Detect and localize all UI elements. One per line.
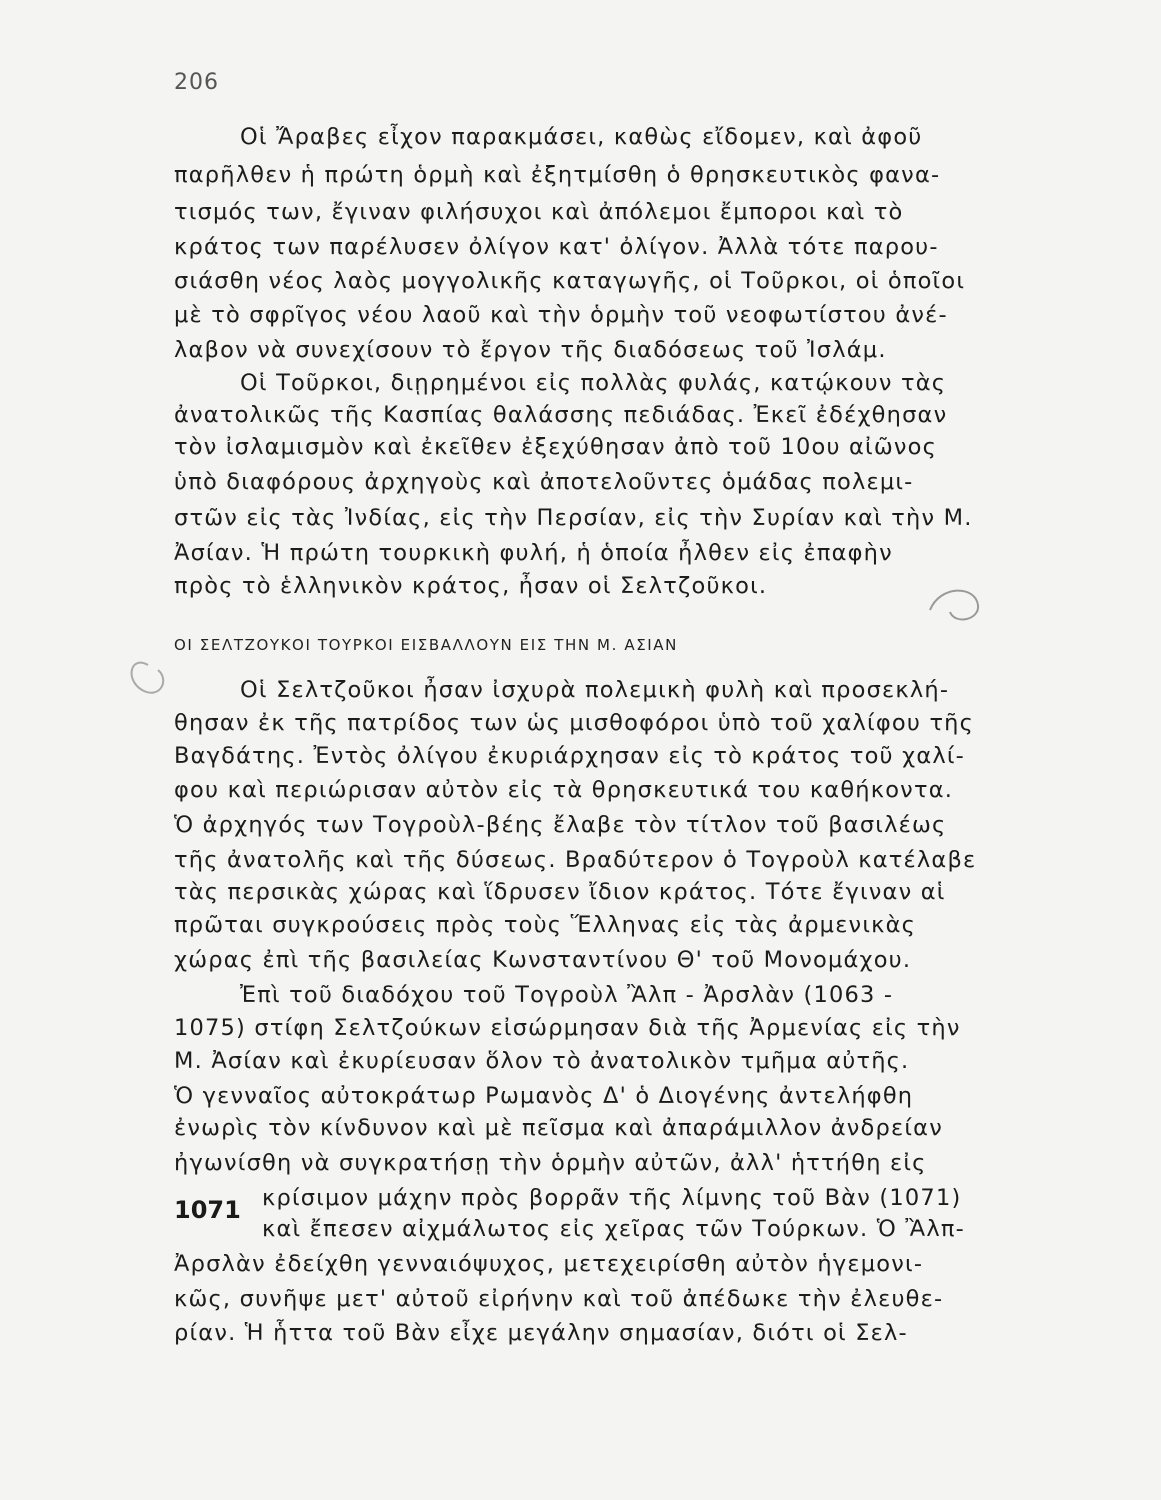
text-line: τὸν ἰσλαμισμὸν καὶ ἐκεῖθεν ἐξεχύθησαν ἀπὸ τοῦ 10ου αἰῶνος xyxy=(174,434,938,460)
text-line: στῶν εἰς τὰς Ἰνδίας, εἰς τὴν Περσίαν, εἰς τὴν Συρίαν καὶ τὴν Μ. xyxy=(174,505,973,531)
margin-year-note: 1071 xyxy=(174,1196,241,1224)
text-line: σιάσθη νέος λαὸς μογγολικῆς καταγωγῆς, οἱ Τοῦρκοι, οἱ ὁποῖοι xyxy=(174,268,966,294)
page-number: 206 xyxy=(174,70,219,95)
text-line: Οἱ Σελτζοῦκοι ἦσαν ἰσχυρὰ πολεμικὴ φυλὴ καὶ προσεκλή- xyxy=(240,677,950,703)
text-line: πρὸς τὸ ἑλληνικὸν κράτος, ἦσαν οἱ Σελτζοῦκοι. xyxy=(174,573,768,599)
text-line: κρίσιμον μάχην πρὸς βορρᾶν τῆς λίμνης τοῦ Βὰν (1071) xyxy=(262,1185,962,1211)
text-line: παρῆλθεν ἡ πρώτη ὁρμὴ καὶ ἐξητμίσθη ὁ θρησκευτικὸς φανα- xyxy=(174,162,941,188)
text-line: τισμός των, ἔγιναν φιλήσυχοι καὶ ἀπόλεμοι ἔμποροι καὶ τὸ xyxy=(174,199,904,225)
text-line: τῆς ἀνατολῆς καὶ τῆς δύσεως. Βραδύτερον ὁ Τογροὺλ κατέλαβε xyxy=(174,847,977,873)
text-line: ὑπὸ διαφόρους ἀρχηγοὺς καὶ ἀποτελοῦντες ὁμάδας πολεμι- xyxy=(174,469,914,495)
text-line: Ὁ ἀρχηγός των Τογροὺλ-βέης ἔλαβε τὸν τίτλον τοῦ βασιλέως xyxy=(174,812,947,838)
text-line: Μ. Ἀσίαν καὶ ἐκυρίευσαν ὅλον τὸ ἀνατολικὸν τμῆμα αὐτῆς. xyxy=(174,1048,910,1074)
text-line: Οἱ Ἄραβες εἶχον παρακμάσει, καθὼς εἴδομεν, καὶ ἀφοῦ xyxy=(240,124,923,150)
text-line: ἐνωρὶς τὸν κίνδυνον καὶ μὲ πεῖσμα καὶ ἀπαράμιλλον ἀνδρείαν xyxy=(174,1115,943,1141)
text-line: φου καὶ περιώρισαν αὐτὸν εἰς τὰ θρησκευτικά του καθήκοντα. xyxy=(174,777,954,803)
text-line: μὲ τὸ σφρῖγος νέου λαοῦ καὶ τὴν ὁρμὴν τοῦ νεοφωτίστου ἀνέ- xyxy=(174,302,948,328)
section-heading: ΟΙ ΣΕΛΤΖΟΥΚΟΙ ΤΟΥΡΚΟΙ ΕΙΣΒΑΛΛΟΥΝ ΕΙΣ ΤΗΝ Μ. ΑΣΙΑΝ xyxy=(174,636,678,654)
text-line: τὰς περσικὰς χώρας καὶ ἵδρυσεν ἴδιον κράτος. Τότε ἔγιναν αἱ xyxy=(174,879,946,905)
text-line: Οἱ Τοῦρκοι, διῃρημένοι εἰς πολλὰς φυλάς, κατῴκουν τὰς xyxy=(240,370,947,396)
text-line: ἀνατολικῶς τῆς Κασπίας θαλάσσης πεδιάδας. Ἐκεῖ ἐδέχθησαν xyxy=(174,402,948,428)
text-line: θησαν ἐκ τῆς πατρίδος των ὡς μισθοφόροι ὑπὸ τοῦ χαλίφου τῆς xyxy=(174,710,975,736)
text-line: Ἀρσλὰν ἐδείχθη γενναιόψυχος, μετεχειρίσθη αὐτὸν ἡγεμονι- xyxy=(174,1251,924,1277)
text-line: 1075) στίφη Σελτζούκων εἰσώρμησαν διὰ τῆς Ἀρμενίας εἰς τὴν xyxy=(174,1015,961,1041)
text-line: λαβον νὰ συνεχίσουν τὸ ἔργον τῆς διαδόσεως τοῦ Ἰσλάμ. xyxy=(174,337,887,363)
text-line: Ἀσίαν. Ἡ πρώτη τουρκικὴ φυλή, ἡ ὁποία ἦλθεν εἰς ἐπαφὴν xyxy=(174,540,893,566)
text-line: Βαγδάτης. Ἐντὸς ὀλίγου ἐκυριάρχησαν εἰς τὸ κράτος τοῦ χαλί- xyxy=(174,743,965,769)
text-line: Ἐπὶ τοῦ διαδόχου τοῦ Τογροὺλ Ἂλπ - Ἀρσλὰν (1063 - xyxy=(240,982,894,1008)
text-line: ἠγωνίσθη νὰ συγκρατήσῃ τὴν ὁρμὴν αὐτῶν, ἀλλ' ἡττήθη εἰς xyxy=(174,1150,927,1176)
text-line: πρῶται συγκρούσεις πρὸς τοὺς Ἕλληνας εἰς τὰς ἀρμενικὰς xyxy=(174,912,917,938)
text-line: κράτος των παρέλυσεν ὀλίγον κατ' ὀλίγον. Ἀλλὰ τότε παρου- xyxy=(174,234,939,260)
text-line: χώρας ἐπὶ τῆς βασιλείας Κωνσταντίνου Θ' τοῦ Μονομάχου. xyxy=(174,947,912,973)
text-line: ρίαν. Ἡ ἧττα τοῦ Βὰν εἶχε μεγάλην σημασίαν, διότι οἱ Σελ- xyxy=(174,1320,908,1346)
text-line: καὶ ἔπεσεν αἰχμάλωτος εἰς χεῖρας τῶν Τούρκων. Ὁ Ἂλπ- xyxy=(262,1216,965,1242)
text-line: κῶς, συνῆψε μετ' αὐτοῦ εἰρήνην καὶ τοῦ ἀπέδωκε τὴν ἐλευθε- xyxy=(174,1286,944,1312)
text-line: Ὁ γενναῖος αὐτοκράτωρ Ρωμανὸς Δ' ὁ Διογένης ἀντελήφθη xyxy=(174,1083,914,1109)
